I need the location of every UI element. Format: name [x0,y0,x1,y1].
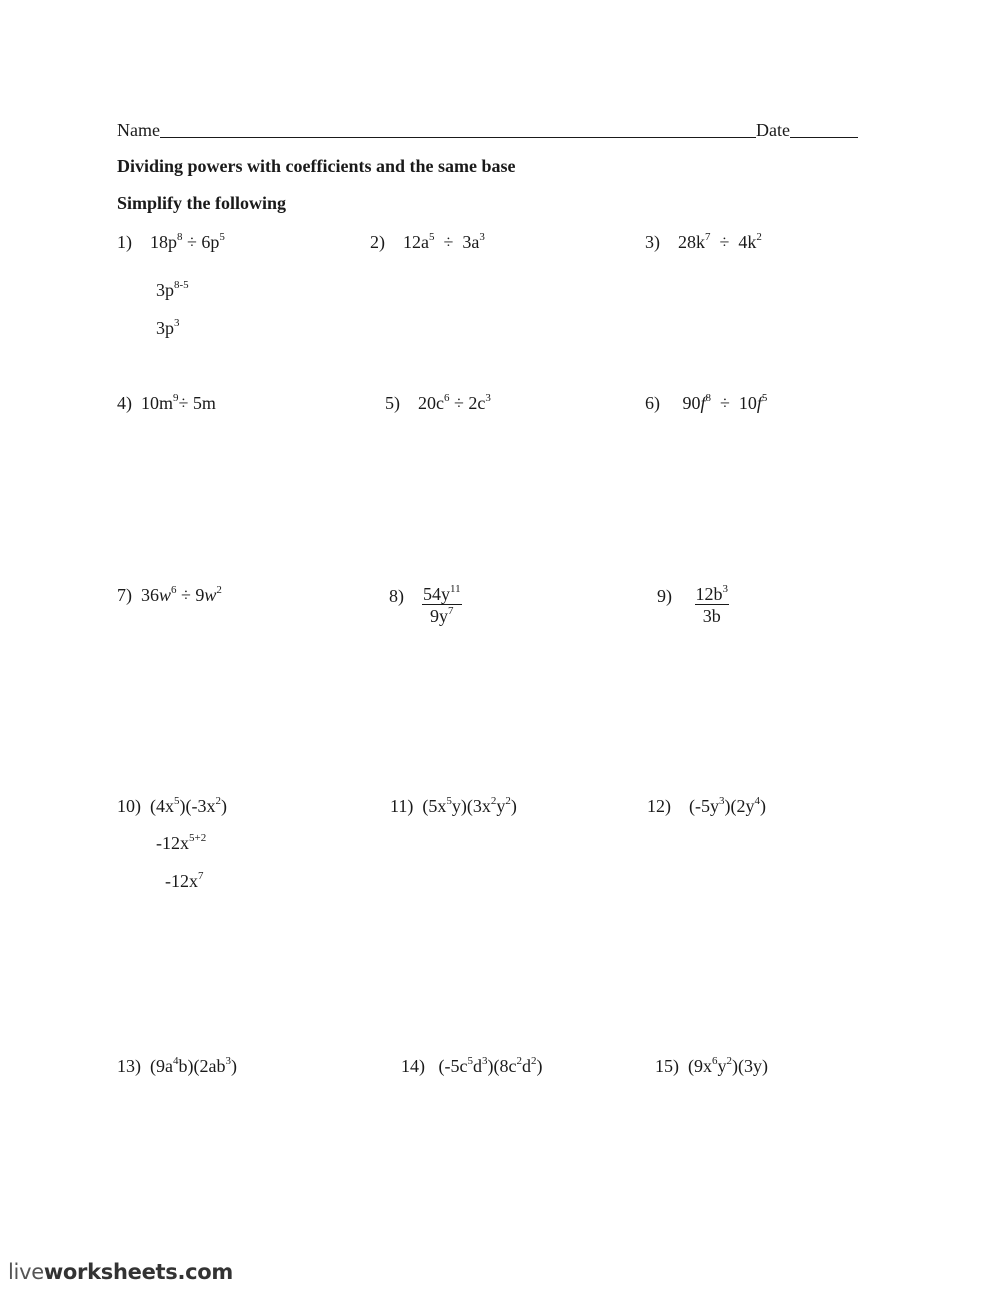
date-label: Date [755,120,790,140]
problem-9: 9) $\frac{12b^3}{3b}$ [657,583,728,626]
problem-3: 3) $28k^7 \div 4k^2$ [645,231,762,252]
date-blank[interactable] [790,121,858,138]
problem-6: 6) $90f^8 \div 10f^5$ [645,392,768,413]
problem-13: 13) $(9a^4b)(2ab^3)$ [117,1055,237,1076]
problem-8: 8) $\frac{54y^{11}}{9y^7}$ [389,583,461,626]
problem-10-work-step-2: $-12x^7$ [165,870,204,891]
problem-10-work-step-1: $-12x^{5+2}$ [156,832,207,853]
name-field[interactable] [117,120,858,140]
problem-1-work-step-2: $3p^3$ [156,317,180,338]
problem-5: 5) $20c^6 \div 2c^3$ [385,392,491,413]
problem-1-work-step-1: $3p^{8-5}$ [156,279,189,300]
instructions: Simplify the following [117,193,287,213]
name-label: Name [117,120,160,140]
name-blank[interactable] [160,121,756,138]
problem-2: 2) $12a^5 \div 3a^3$ [370,231,485,252]
worksheet-title: Dividing powers with coefficients and the same base [117,156,516,176]
problem-4: 4) $10m^9\div 5m$ [117,392,216,413]
fraction: $\frac{54y^{11}}{9y^7}$ [423,583,461,626]
problem-12: 12) $(-5y^3)(2y^4)$ [647,795,766,816]
problem-7: 7) $36w^6 \div 9w^2$ [117,584,222,605]
problem-1: 1) $18p^8 \div 6p^5$ [117,231,225,252]
fraction: $\frac{12b^3}{3b}$ [695,583,728,626]
problem-11: 11) $(5x^5y)(3x^2y^2)$ [390,795,517,816]
problem-10: 10) $(4x^5)(-3x^2)$ [117,795,227,816]
problem-14: 14) $(-5c^5d^3)(8c^2d^2)$ [401,1055,543,1076]
problem-15: 15) $(9x^6y^2)(3y)$ [655,1055,768,1076]
liveworksheets-logo: liveworksheets.com [8,1260,233,1284]
